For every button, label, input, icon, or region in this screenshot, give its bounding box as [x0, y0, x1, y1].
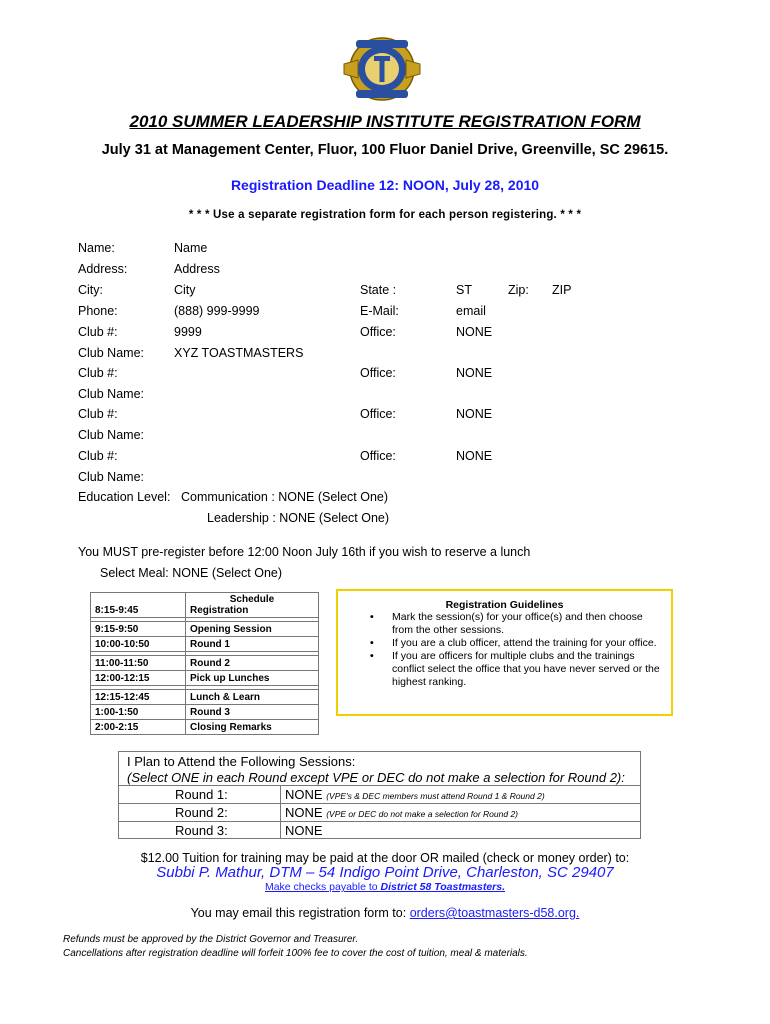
guideline-text: If you are a club officer, attend the training for your office. [392, 637, 657, 649]
phone-field[interactable]: (888) 999-9999 [174, 304, 260, 318]
round-2-value: NONE [285, 805, 323, 820]
lunch-notice: You MUST pre-register before 12:00 Noon July 16th if you wish to reserve a lunch [78, 545, 531, 559]
schedule-table [90, 592, 319, 735]
state-label: State : [360, 283, 397, 297]
club-number-label: Club #: [78, 325, 118, 339]
email-instruction-text: You may email this registration form to: [190, 906, 410, 920]
office-select[interactable]: NONE [456, 366, 493, 380]
email-field[interactable]: email [456, 304, 486, 318]
club-name-label: Club Name: [78, 387, 144, 401]
mailing-address: Subbi P. Mathur, DTM – 54 Indigo Point Drive, Charleston, SC 29407 [156, 864, 614, 881]
table-row [91, 690, 319, 705]
schedule-time: 1:00-1:50 [91, 705, 186, 720]
table-row [91, 720, 319, 735]
schedule-event: Round 1 [186, 637, 319, 652]
communication-select[interactable]: Communication : NONE (Select One) [181, 490, 389, 504]
toastmasters-international-logo-icon [342, 34, 422, 104]
bullet-icon: • [370, 637, 374, 649]
office-select[interactable]: NONE [456, 325, 493, 339]
cancellations-text: Cancellations after registration deadline will forfeit 100% fee to cover the cost of tuition, meal & materials. [63, 948, 528, 959]
schedule-event: Closing Remarks [186, 720, 319, 735]
office-label: Office: [360, 407, 396, 421]
checks-prefix: Make checks payable to [264, 881, 381, 893]
city-field[interactable]: City [174, 283, 196, 297]
registration-deadline: Registration Deadline 12: NOON, July 28, 2010 [230, 177, 540, 193]
registration-guidelines-box [336, 589, 673, 716]
table-row [91, 637, 319, 652]
office-label: Office: [360, 449, 396, 463]
office-label: Office: [360, 366, 396, 380]
sessions-instruction: (Select ONE in each Round except VPE or DEC do not make a selection for Round 2): [127, 770, 625, 785]
schedule-time: 8:15-9:45 [91, 593, 186, 618]
refunds-text: Refunds must be approved by the District Governor and Treasurer. [63, 934, 359, 945]
guideline-text: Mark the session(s) for your office(s) and then choose from the other sessions. [392, 611, 643, 636]
tuition-text: $12.00 Tuition for training may be paid at the door OR mailed (check or money order) to: [140, 851, 630, 865]
schedule-time: 11:00-11:50 [91, 656, 186, 671]
table-row [91, 593, 319, 618]
office-select[interactable]: NONE [456, 407, 493, 421]
phone-label: Phone: [78, 304, 118, 318]
club-number-field[interactable] [174, 366, 344, 380]
table-row [91, 622, 319, 637]
schedule-event [186, 593, 319, 618]
separate-form-note: * * * Use a separate registration form for each person registering. * * * [188, 209, 582, 221]
zip-field[interactable]: ZIP [552, 283, 572, 297]
table-row [91, 671, 319, 686]
sessions-table [118, 751, 641, 839]
round-3-value: NONE [285, 823, 323, 838]
club-number-field[interactable]: 9999 [174, 325, 202, 339]
club-name-label: Club Name: [78, 428, 144, 442]
club-name-field[interactable] [174, 470, 424, 484]
schedule-event: Opening Session [186, 622, 319, 637]
email-instruction [0, 906, 770, 920]
email-link[interactable]: orders@toastmasters-d58.org. [409, 906, 580, 920]
schedule-time: 12:00-12:15 [91, 671, 186, 686]
schedule-event: Lunch & Learn [186, 690, 319, 705]
round-1-label: Round 1: [175, 787, 228, 802]
schedule-event-label: Registration [190, 605, 249, 616]
schedule-header: Schedule [229, 594, 275, 605]
city-label: City: [78, 283, 103, 297]
email-label: E-Mail: [360, 304, 399, 318]
meal-select[interactable]: Select Meal: NONE (Select One) [100, 566, 283, 580]
guideline-text: If you are officers for multiple clubs and the trainings conflict select the office that you have never served or the highest ranking. [392, 650, 660, 688]
office-select[interactable]: NONE [456, 449, 493, 463]
round-2-label: Round 2: [175, 805, 228, 820]
schedule-time: 10:00-10:50 [91, 637, 186, 652]
club-number-label: Club #: [78, 407, 118, 421]
round-1-note: (VPE's & DEC members must attend Round 1 & Round 2) [326, 791, 545, 801]
education-level-label: Education Level: [78, 490, 171, 504]
club-number-field[interactable] [174, 407, 344, 421]
bullet-icon: • [370, 611, 374, 623]
round-1-value: NONE [285, 787, 323, 802]
checks-payable [0, 881, 770, 893]
refund-policy [63, 933, 528, 961]
address-label: Address: [78, 262, 128, 276]
club-name-field[interactable] [174, 428, 424, 442]
toastmasters-logo [342, 34, 422, 104]
name-field[interactable]: Name [174, 241, 208, 255]
zip-label: Zip: [508, 283, 529, 297]
bullet-icon: • [370, 650, 374, 662]
guidelines-title: Registration Guidelines [445, 599, 564, 611]
leadership-select[interactable]: Leadership : NONE (Select One) [207, 511, 390, 525]
club-name-field[interactable]: XYZ TOASTMASTERS [174, 346, 304, 360]
schedule-time: 9:15-9:50 [91, 622, 186, 637]
checks-payee: District 58 Toastmasters. [380, 881, 506, 893]
guidelines-list [338, 611, 671, 689]
schedule-time: 2:00-2:15 [91, 720, 186, 735]
table-row [91, 656, 319, 671]
office-label: Office: [360, 325, 396, 339]
event-location: July 31 at Management Center, Fluor, 100 Fluor Daniel Drive, Greenville, SC 29615. [101, 142, 669, 158]
club-name-label: Club Name: [78, 346, 144, 360]
club-number-label: Club #: [78, 366, 118, 380]
form-title: 2010 SUMMER LEADERSHIP INSTITUTE REGISTRATION FORM [129, 112, 641, 131]
list-item [370, 637, 671, 650]
club-name-label: Club Name: [78, 470, 144, 484]
address-field[interactable]: Address [174, 262, 220, 276]
club-number-label: Club #: [78, 449, 118, 463]
schedule-event: Round 3 [186, 705, 319, 720]
list-item [370, 611, 671, 637]
club-name-field[interactable] [174, 387, 424, 401]
list-item [370, 650, 671, 689]
round-2-note: (VPE or DEC do not make a selection for Round 2) [326, 809, 519, 819]
club-number-field[interactable] [174, 449, 344, 463]
schedule-event: Pick up Lunches [186, 671, 319, 686]
table-row [91, 705, 319, 720]
name-label: Name: [78, 241, 115, 255]
round-1-select[interactable] [285, 787, 545, 802]
schedule-time: 12:15-12:45 [91, 690, 186, 705]
round-2-select[interactable] [285, 805, 518, 820]
sessions-heading: I Plan to Attend the Following Sessions: [127, 754, 356, 769]
round-3-label: Round 3: [175, 823, 228, 838]
state-field[interactable]: ST [456, 283, 472, 297]
round-3-select[interactable] [285, 823, 323, 838]
schedule-event: Round 2 [186, 656, 319, 671]
